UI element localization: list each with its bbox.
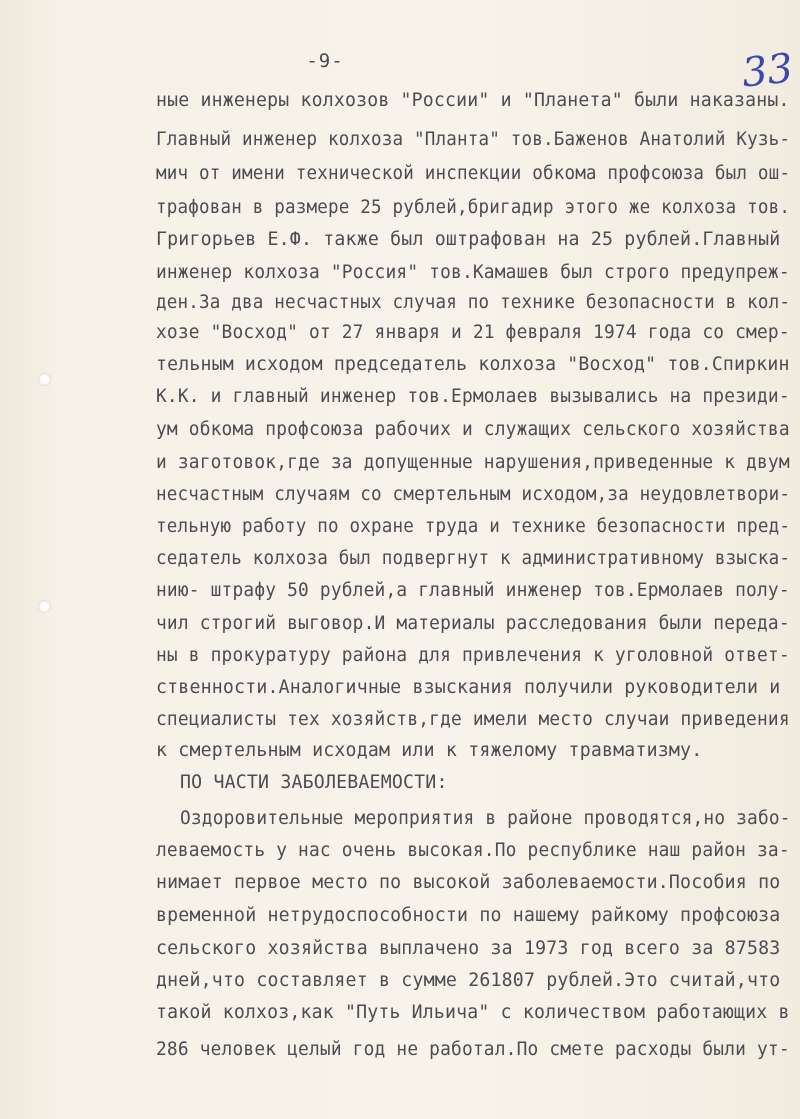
text-line: тельную работу по охране труда и технике безопасности пред- [156, 516, 791, 537]
text-line: к смертельным исходам или к тяжелому травматизму. [156, 740, 703, 761]
text-line: несчастным случаям со смертельным исходом,за неудовлетвори- [156, 484, 791, 505]
text-line: трафован в размере 25 рублей,бригадир этого же колхоза тов. [156, 197, 791, 218]
text-line: чил строгий выговор.И материалы расследования были переда- [156, 613, 790, 634]
text-line: К.К. и главный инженер тов.Ермолаев вызывались на президи- [156, 386, 790, 407]
text-line: ные инженеры колхозов "России" и "Планета" были наказаны. [156, 90, 790, 111]
text-line: Григорьев Е.Ф. также был оштрафован на 25 рублей.Главный [156, 229, 781, 250]
text-line: и заготовок,где за допущенные нарушения,приведенные к двум [156, 452, 790, 473]
section-heading: ПО ЧАСТИ ЗАБОЛЕВАЕМОСТИ: [180, 772, 448, 793]
text-line: тельным исходом председатель колхоза "Восход" тов.Спиркин [156, 354, 790, 375]
text-line: Оздоровительные мероприятия в районе проводятся,но забо- [180, 808, 791, 829]
text-line: временной нетрудоспособности по нашему райкому профсоюза [156, 905, 781, 926]
page-number: -9- [306, 50, 344, 72]
text-line: 286 человек целый год не работал.По смете расходы были ут- [156, 1039, 790, 1060]
text-line: специалисты тех хозяйств,где имели место случаи приведения [156, 709, 790, 730]
text-line: ум обкома профсоюза рабочих и служащих сельского хозяйства [156, 419, 790, 440]
text-line: инженер колхоза "Россия" тов.Камашев был строго предупреж- [156, 262, 790, 283]
text-line: леваемость у нас очень высокая.По республике наш район за- [156, 840, 790, 861]
text-line: такой колхоз,как "Путь Ильича" с количеством работающих в [156, 1002, 790, 1023]
text-line: нимает первое место по высокой заболеваемости.Пособия по [156, 872, 781, 893]
text-line: седатель колхоза был подвергнут к административному взыска- [156, 548, 791, 569]
handwritten-folio-number: 33 [739, 45, 796, 97]
text-line: хозе "Восход" от 27 января и 21 февраля 1974 года со смер- [156, 322, 790, 343]
text-line: дней,что составляет в сумме 261807 рублей.Это считай,что [156, 970, 781, 991]
text-line: нию- штрафу 50 рублей,а главный инженер тов.Ермолаев полу- [156, 580, 790, 601]
text-line: ден.За два несчастных случая по технике безопасности в кол- [156, 292, 791, 313]
text-line: мич от имени технической инспекции обкома профсоюза был ош- [156, 163, 791, 184]
text-line: сельского хозяйства выплачено за 1973 год всего за 87583 [156, 938, 781, 959]
text-line: ственности.Аналогичные взыскания получили руководители и [156, 677, 781, 698]
text-line: Главный инженер колхоза "Планта" тов.Баженов Анатолий Кузь- [156, 129, 791, 150]
text-line: ны в прокуратуру района для привлечения к уголовной ответ- [156, 645, 790, 666]
